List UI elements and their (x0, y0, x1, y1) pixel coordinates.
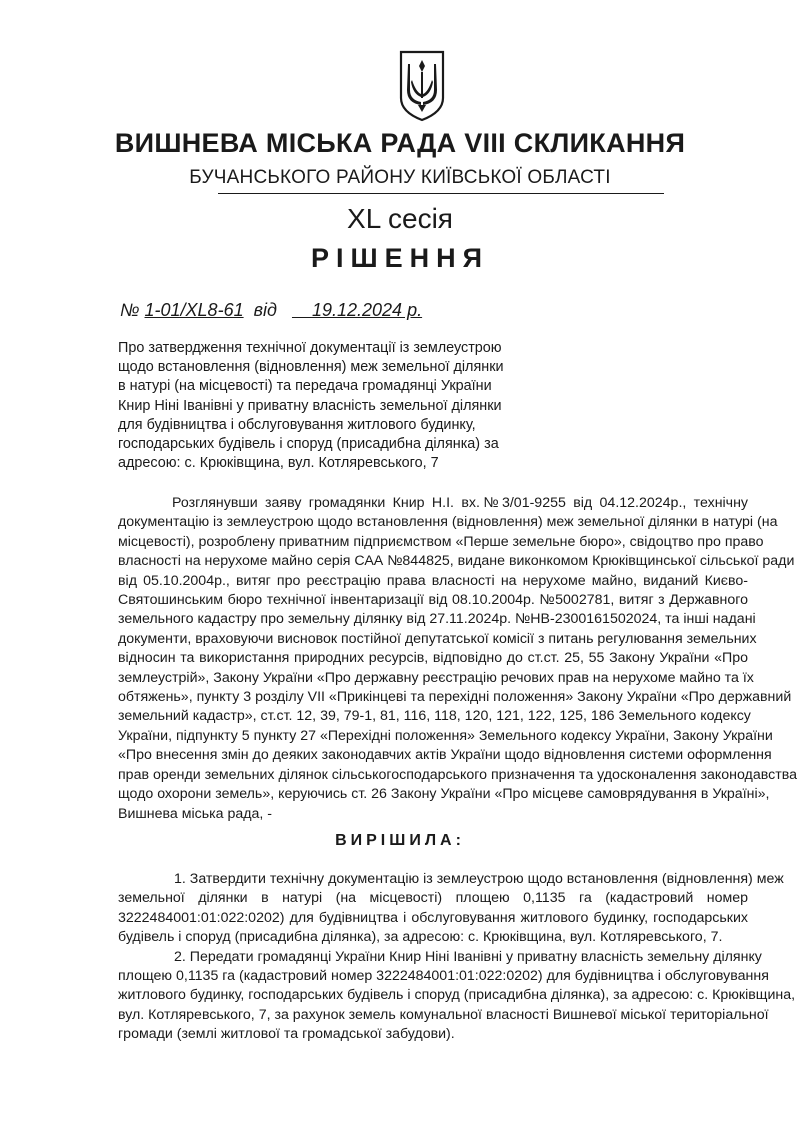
resolution-item-1 (118, 870, 784, 948)
council-title: ВИШНЕВА МІСЬКА РАДА VIII СКЛИКАННЯ (114, 128, 686, 158)
resolution-item-2 (118, 948, 796, 1045)
subject-line: Про затвердження технічної документації із землеустрою (118, 340, 502, 356)
preamble-line: «Про внесення змін до деяких законодавчих актів України щодо відновлення системи оформлення (118, 747, 772, 764)
preamble-paragraph (118, 494, 797, 824)
subject-line: в натурі (на місцевості) та передача громадянці України (118, 378, 492, 395)
preamble-line: документи, враховуючи висновок постійної депутатської комісії з питань регулювання земельних (118, 630, 757, 647)
subject-line: Книр Ніні Іванівні у приватну власність земельної ділянки (118, 397, 502, 414)
preamble-line: відносин та використання природних ресурсів, відповідно до ст.ст. 25, 55 Закону України «Про (118, 650, 748, 667)
preamble-line: документацію із землеустрою щодо встановлення (відновлення) меж земельної ділянки в натурі (на (118, 514, 778, 531)
decision-date-value: 19.12.2024 р. (311, 300, 423, 320)
preamble-line: обтяжень», пункту 3 розділу VII «Прикінцеві та перехідні положення» Закону України «Про державний (118, 689, 792, 706)
item-line: 3222484001:01:022:0202) для будівництва і обслуговування житлового будинку, господарських (118, 909, 748, 926)
item-line: 2. Передати громадянці України Книр Ніні Іванівні у приватну власність земельну ділянку (174, 948, 762, 965)
resolved-heading: ВИРІШИЛА: (335, 832, 465, 849)
item-line: житлового будинку, господарських будівель і споруд (присадибна ділянка), за адресою: с. Крюківщина, (118, 987, 796, 1004)
preamble-line: власності на нерухоме майно серія САА №844825, видане виконкомом Крюківщинської сільської ради (118, 553, 795, 570)
subject-line: щодо встановлення (відновлення) меж земельної ділянки (118, 359, 504, 376)
item-line: вул. Котляревського, 7, за рахунок земель комунальної власності Вишневої міської територіальної (118, 1006, 769, 1023)
session-label: XL сесія (347, 203, 453, 234)
preamble-line: земельний кадастр», ст.ст. 12, 39, 79-1, 81, 116, 118, 120, 121, 122, 125, 186 Земельного кодексу (118, 708, 751, 725)
subject-line: для будівництва і обслуговування житлового будинку, (118, 416, 476, 433)
subject-line: адресою: с. Крюківщина, вул. Котляревського, 7 (118, 455, 439, 472)
preamble-line: земельного кадастру про земельну ділянку від 27.11.2024р. №НВ-2300161502024, та інші надані (118, 611, 756, 628)
coat-of-arms-trident-icon (398, 50, 446, 122)
number-prefix: № (120, 300, 140, 320)
preamble-line: Святошинським бюро технічної інвентаризації від 08.10.2004р. №5002781, витяг з Державного (118, 592, 748, 609)
decision-number-line (120, 300, 422, 321)
date-prefix: від (253, 300, 277, 320)
item-line: 1. Затвердити технічну документацію із землеустрою щодо встановлення (відновлення) меж (174, 871, 784, 887)
preamble-line: України, підпункту 5 пункту 27 «Перехідні положення» Земельного кодексу України, Закону України (118, 727, 773, 744)
item-line: земельної ділянки в натурі (на місцевості) площею 0,1135 га (кадастровий номер (118, 890, 748, 907)
item-line: площею 0,1135 га (кадастровий номер 3222484001:01:022:0202) для будівництва і обслуговування (118, 968, 769, 985)
item-line: громади (землі житлової та громадської забудови). (118, 1026, 455, 1043)
district-subtitle: БУЧАНСЬКОГО РАЙОНУ КИЇВСЬКОЇ ОБЛАСТІ (189, 167, 611, 188)
subject-line: господарських будівель і споруд (присадибна ділянка) за (118, 436, 499, 453)
preamble-line: землеустрій», Закону України «Про державну реєстрацію речових прав на нерухоме майно та їх (118, 669, 754, 686)
preamble-line: прав оренди земельних ділянок сільськогосподарського призначення та удосконалення законодавства (118, 766, 797, 783)
resolution-items (118, 870, 796, 1045)
preamble-line: Розглянувши заяву громадянки Книр Н.І. вх.№3/01-9255 від 04.12.2024р., технічну (172, 495, 748, 511)
decision-title: РІШЕННЯ (310, 243, 490, 273)
decision-subject (118, 339, 504, 473)
subtitle-underline (218, 193, 664, 194)
preamble-line: щодо охорони земель», керуючись ст. 26 Закону України «Про місцеве самоврядування в Україні», (118, 786, 770, 803)
decision-date (292, 300, 422, 320)
item-line: будівель і споруд (присадибна ділянка), за адресою: с. Крюківщина, вул. Котляревського, 7. (118, 929, 723, 946)
preamble-line: від 05.10.2004р., витяг про реєстрацію права власності на нерухоме майно, виданий Києво- (118, 572, 748, 589)
preamble-line: місцевості), розроблену приватним підприємством «Перше земельне бюро», свідоцтво про право (118, 533, 764, 550)
decision-number: 1-01/XL8-61 (144, 300, 244, 320)
preamble-line: Вишнева міська рада, - (118, 805, 273, 822)
